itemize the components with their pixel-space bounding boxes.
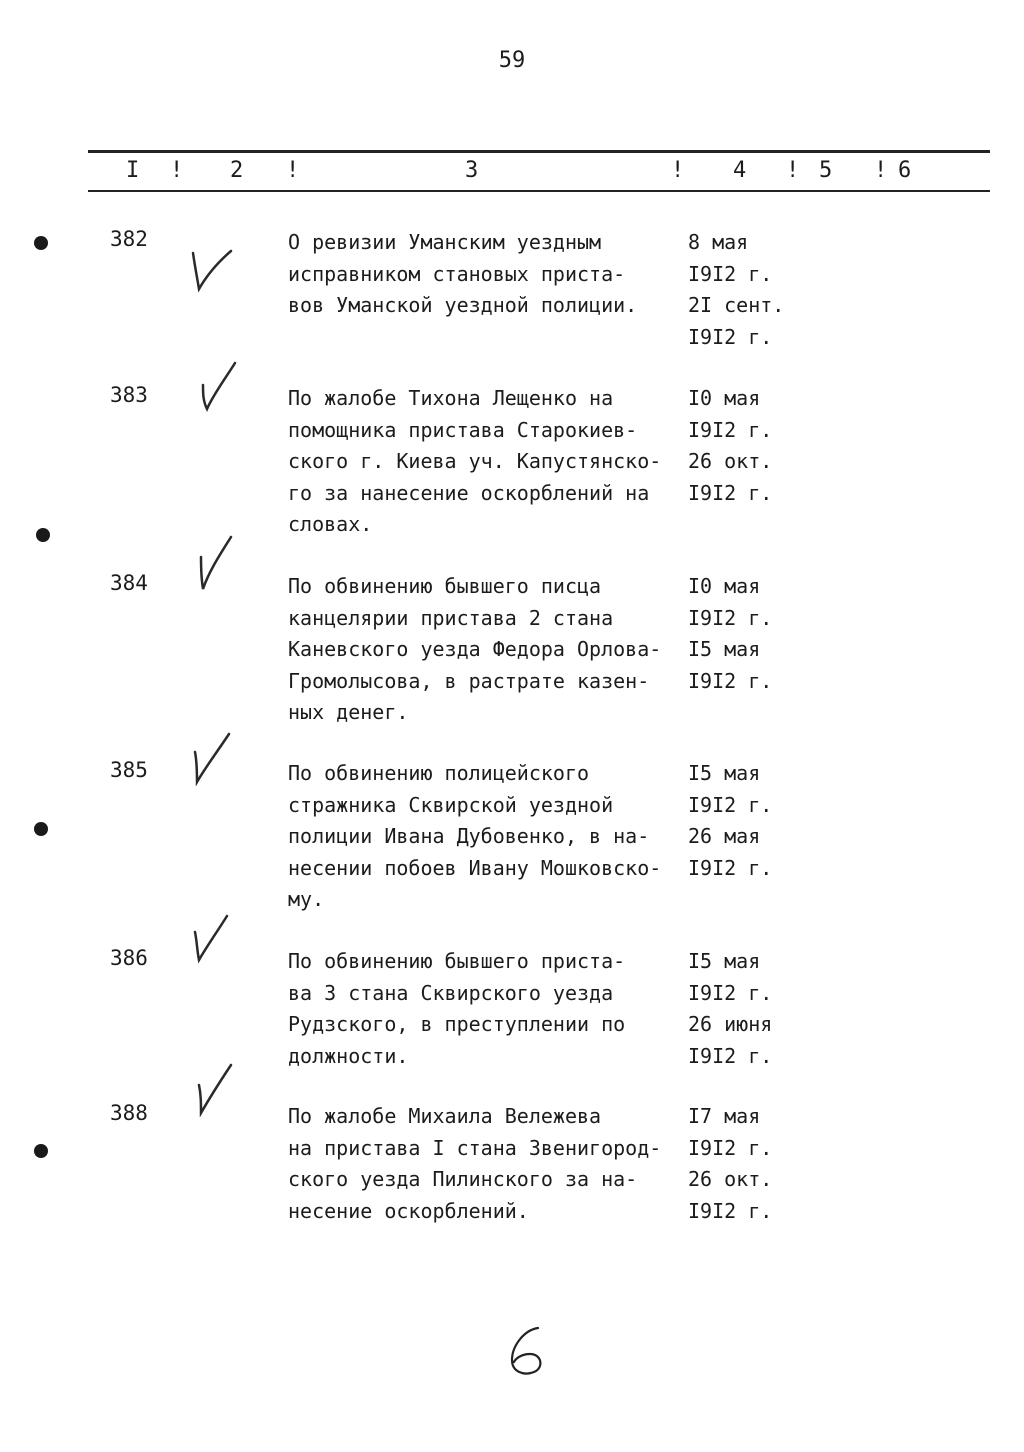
date-line: I5 мая <box>688 949 761 973</box>
col-header-6: 6 <box>898 158 912 183</box>
date-line: 26 окт. <box>688 1167 773 1191</box>
col-separator: ! <box>786 158 800 183</box>
col-header-1: I <box>126 158 140 183</box>
description-line: стражника Сквирской уездной <box>288 792 614 817</box>
date-line: I9I2 г. <box>688 324 773 349</box>
description-line: ского г. Киева уч. Капустянско- <box>288 449 662 473</box>
description-line: ского уезда Пилинского за на- <box>288 1167 638 1191</box>
record-dates <box>688 946 788 1072</box>
col-header-3: 3 <box>465 158 479 183</box>
date-line: I9I2 г. <box>688 480 773 505</box>
record-dates <box>688 571 788 697</box>
date-line: 26 июня <box>688 1012 773 1036</box>
col-header-5: 5 <box>819 158 833 183</box>
description-line: вов Уманской уездной полиции. <box>288 293 638 317</box>
date-line: I9I2 г. <box>688 792 773 817</box>
date-line: I5 мая <box>688 637 761 661</box>
checkmark-icon <box>185 359 241 415</box>
description-line: По обвинению бывшего писца <box>288 574 602 598</box>
date-line: I9I2 г. <box>688 1043 773 1068</box>
description-line: ных денег. <box>288 700 409 724</box>
description-line: По жалобе Михаила Вележева <box>288 1104 602 1128</box>
date-line: I9I2 г. <box>688 261 773 286</box>
punch-hole <box>34 1144 48 1158</box>
date-line: I9I2 г. <box>688 1198 773 1223</box>
date-line: 2I сент. <box>688 293 785 317</box>
description-line: Громолысова, в растрате казен- <box>288 668 650 693</box>
punch-hole <box>36 528 50 542</box>
checkmark-icon <box>185 1061 241 1117</box>
date-line: I9I2 г. <box>688 417 773 442</box>
checkmark-icon <box>185 241 241 297</box>
date-line: I9I2 г. <box>688 980 773 1005</box>
description-line: несение оскорблений. <box>288 1198 529 1223</box>
record-description <box>288 227 688 322</box>
description-line: помощника пристава Старокиев- <box>288 417 638 442</box>
handwritten-six-icon <box>500 1320 560 1380</box>
checkmark-icon <box>185 910 241 966</box>
date-line: I9I2 г. <box>688 1135 773 1160</box>
record-description <box>288 758 688 916</box>
description-line: Рудзского, в преступлении по <box>288 1012 626 1036</box>
checkmark-icon <box>185 535 241 591</box>
col-separator: ! <box>170 158 184 183</box>
col-separator: ! <box>671 158 685 183</box>
description-line: несении побоев Ивану Мошковско- <box>288 855 662 880</box>
checkmark-icon <box>185 730 241 786</box>
description-line: ва 3 стана Сквирского уезда <box>288 980 614 1005</box>
record-description <box>288 1101 688 1227</box>
date-line: 8 мая <box>688 230 749 254</box>
row-number: 386 <box>110 946 148 970</box>
date-line: I7 мая <box>688 1104 761 1128</box>
record-description <box>288 383 688 541</box>
row-number: 382 <box>110 227 148 251</box>
row-number: 383 <box>110 383 148 407</box>
description-line: О ревизии Уманским уездным <box>288 230 602 254</box>
punch-hole <box>34 822 48 836</box>
header-rule-top <box>88 150 990 153</box>
description-line: го за нанесение оскорблений на <box>288 480 650 505</box>
description-line: полиции Ивана Дубовенко, в на- <box>288 824 650 848</box>
record-dates <box>688 227 788 353</box>
description-line: Каневского уезда Федора Орлова- <box>288 637 662 661</box>
description-line: По обвинению полицейского <box>288 761 590 785</box>
date-line: I0 мая <box>688 386 761 410</box>
record-dates <box>688 383 788 509</box>
col-separator: ! <box>286 158 300 183</box>
date-line: 26 окт. <box>688 449 773 473</box>
description-line: словах. <box>288 512 373 536</box>
description-line: му. <box>288 887 325 911</box>
description-line: должности. <box>288 1043 409 1068</box>
row-number: 385 <box>110 758 148 782</box>
row-number: 388 <box>110 1101 148 1125</box>
description-line: исправником становых приста- <box>288 261 626 286</box>
col-header-4: 4 <box>733 158 747 183</box>
description-line: на пристава I стана Звенигород- <box>288 1135 662 1160</box>
date-line: I5 мая <box>688 761 761 785</box>
date-line: 26 мая <box>688 824 761 848</box>
description-line: канцелярии пристава 2 стана <box>288 605 614 630</box>
punch-hole <box>34 236 48 250</box>
date-line: I9I2 г. <box>688 855 773 880</box>
description-line: По обвинению бывшего приста- <box>288 949 626 973</box>
record-dates <box>688 758 788 884</box>
date-line: I0 мая <box>688 574 761 598</box>
date-line: I9I2 г. <box>688 668 773 693</box>
record-description <box>288 571 688 729</box>
page-number: 59 <box>498 48 526 73</box>
handwritten-page-mark <box>500 1320 560 1380</box>
col-header-2: 2 <box>230 158 244 183</box>
date-line: I9I2 г. <box>688 605 773 630</box>
col-separator: ! <box>874 158 888 183</box>
record-description <box>288 946 688 1072</box>
row-number: 384 <box>110 571 148 595</box>
record-dates <box>688 1101 788 1227</box>
header-rule-bottom <box>88 190 990 192</box>
description-line: По жалобе Тихона Лещенко на <box>288 386 614 410</box>
